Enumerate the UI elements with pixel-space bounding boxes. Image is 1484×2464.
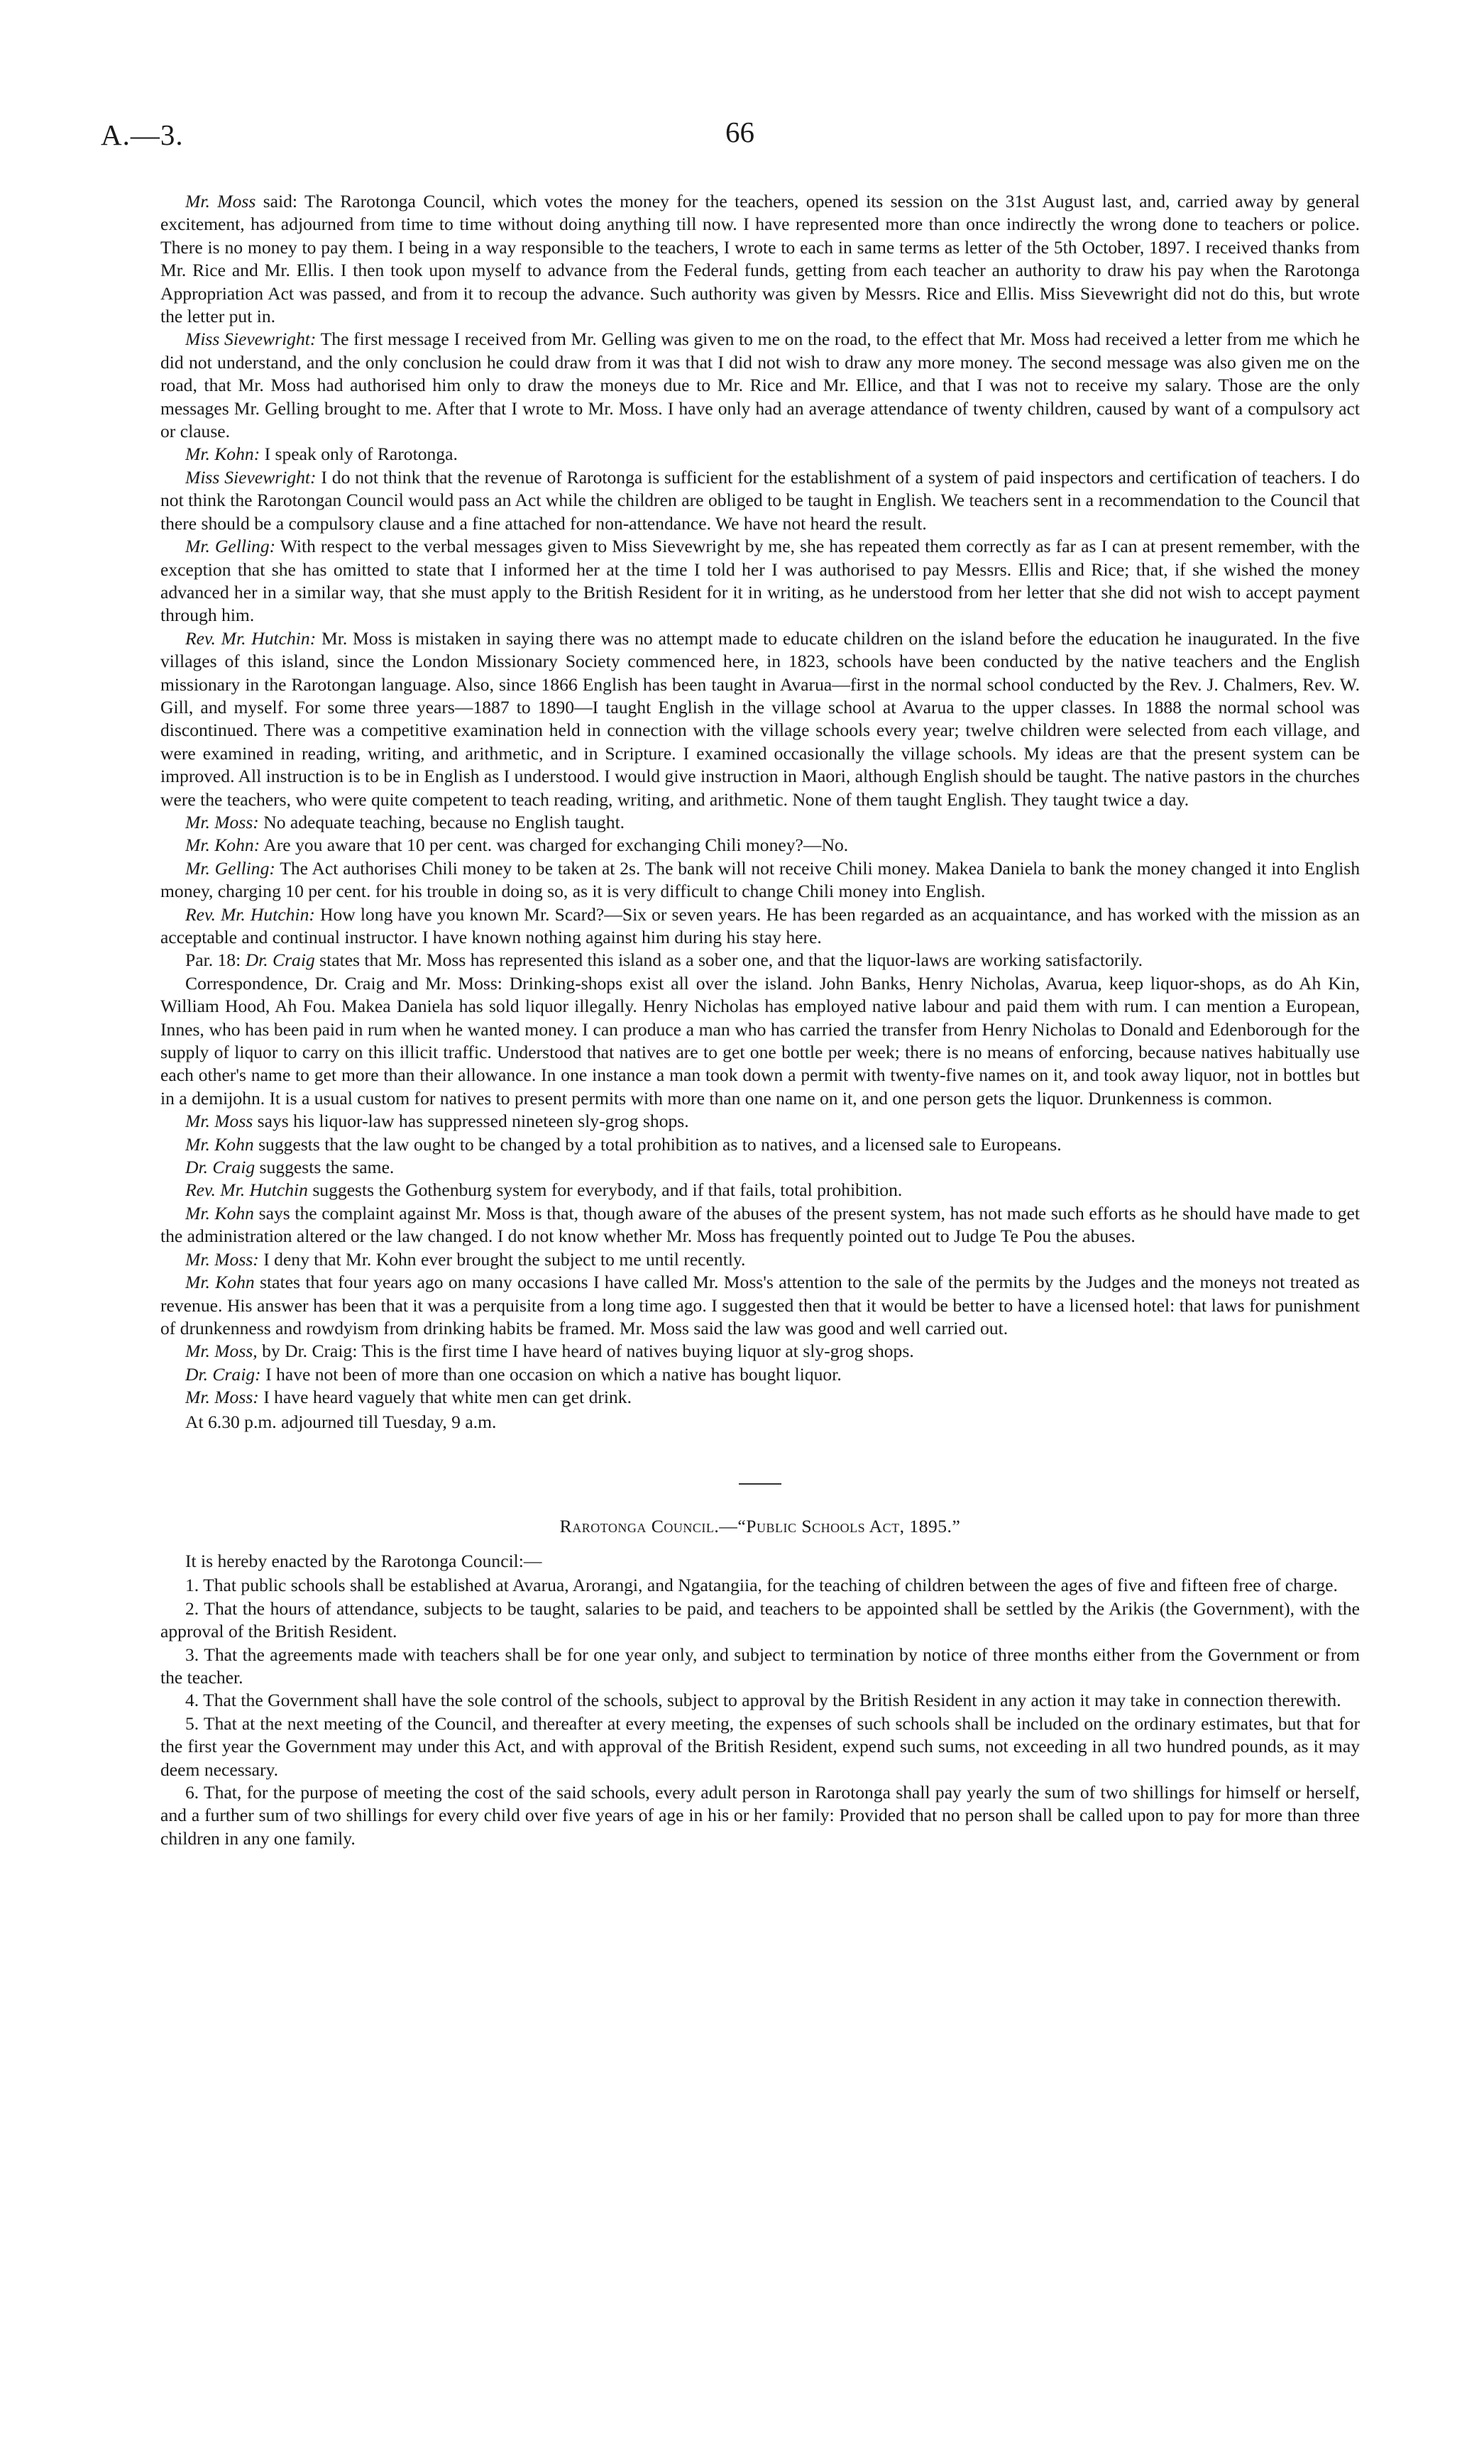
statement-text: Mr. Moss is mistaken in saying there was no attempt made to educate children on the island before the education he inaugurated. In the five villages of this island, since the London Missionary Society commenced here, in 1823, schools have been conducted by the native teachers and the English missionary in the Rarotongan language. Also, since 1866 English has been taught in Avarua—first in the normal school conducted by the Rev. J. Chalmers, Rev. W. Gill, and myself. For some three years—1887 to 1890—I taught English in the village school at Avarua to the upper classes. In 1888 the normal school was discontinued. There was a competitive examination held in connection with the village schools every year; twelve children were selected from each village, and were examined in reading, writing, and arithmetic, and in Scripture. I examined occasionally the village schools. My ideas are that the present system can be improved. All instruction is to be in English as I understood. I would give instruction in Maori, although English should be taught. The native pastors in the churches were the teachers, who were quite competent to teach reading, writing, and arithmetic. None of them taught English. They taught twice a day. bbox=[160, 627, 1360, 810]
minutes-paragraph bbox=[160, 1271, 1360, 1340]
minutes-paragraph bbox=[160, 834, 1360, 857]
speaker-name: Mr. Moss, bbox=[185, 1341, 258, 1362]
minutes-paragraph bbox=[160, 535, 1360, 627]
minutes-paragraph bbox=[160, 627, 1360, 811]
section-divider bbox=[739, 1483, 781, 1485]
minutes-paragraph bbox=[160, 1179, 1360, 1201]
statement-text: suggests the same. bbox=[255, 1157, 395, 1178]
act-clause: 6. That, for the purpose of meeting the cost of the said schools, every adult person in Rarotonga shall pay yearly the sum of two shillings for himself or herself, and a further sum of two shillings for every child over five years of age in his or her family: Provided that no person shall be called upon to pay for more than three children in any one family. bbox=[160, 1782, 1360, 1849]
minutes-paragraph bbox=[160, 328, 1360, 443]
act-clause: 1. That public schools shall be established at Avarua, Arorangi, and Ngatangiia, for the teaching of children between the ages of five and fifteen free of charge. bbox=[185, 1575, 1338, 1596]
statement-text: I do not think that the revenue of Rarotonga is sufficient for the establishment of a system of paid inspectors and certification of teachers. I do not think the Rarotongan Council would pass an Act while the children are obliged to be taught in English. We teachers sent in a recommendation to the Council that there should be a compulsory clause and a fine attached for non-attendance. We have not heard the result. bbox=[160, 466, 1360, 534]
statement-text: states that Mr. Moss has represented this island as a sober one, and that the liquor-laws are working satisfactorily. bbox=[314, 950, 1143, 971]
speaker-name: Mr. Moss: bbox=[185, 1248, 259, 1270]
statement-text: No adequate teaching, because no English taught. bbox=[258, 811, 625, 832]
speaker-name: Mr. Moss bbox=[185, 1111, 253, 1132]
act-clause: 3. That the agreements made with teachers shall be for one year only, and subject to termination by notice of three months either from the Government or from the teacher. bbox=[160, 1644, 1360, 1688]
speaker-name: Mr. Kohn bbox=[185, 1133, 254, 1155]
page-number: 66 bbox=[725, 116, 754, 148]
enacting-formula: It is hereby enacted by the Rarotonga Council:— bbox=[185, 1550, 542, 1571]
speaker-name: Mr. Moss: bbox=[185, 1387, 259, 1408]
minutes-paragraph bbox=[160, 1386, 1360, 1409]
speaker-name: Mr. Moss bbox=[185, 191, 256, 211]
speaker-name: Mr. Kohn: bbox=[185, 444, 260, 465]
speaker-name: Mr. Moss: bbox=[185, 811, 259, 832]
minutes-section bbox=[160, 190, 1360, 1434]
minutes-paragraph bbox=[160, 857, 1360, 903]
statement-text: With respect to the verbal messages given to Miss Sievewright by me, she has repeated them correctly as far as I can at present remember, with the exception that she has omitted to state that I informed her at the time I told her I was authorised to pay Messrs. Ellis and Rice; that, if she wished the money advanced her in a similar way, that she must apply to the British Resident for it in writing, as he understood from her letter that she did not wish to accept payment through him. bbox=[160, 536, 1360, 626]
minutes-paragraph bbox=[160, 1202, 1360, 1248]
minutes-paragraph bbox=[160, 1133, 1360, 1156]
act-clause: 2. That the hours of attendance, subjects to be taught, salaries to be paid, and teachers to be appointed shall be settled by the Arikis (the Government), with the approval of the British Resident. bbox=[160, 1597, 1360, 1642]
paragraph-lead: Par. 18: bbox=[185, 950, 246, 971]
statement-text: suggests the Gothenburg system for everybody, and if that fails, total prohibition. bbox=[307, 1179, 903, 1201]
page-header bbox=[0, 112, 1484, 155]
speaker-name: Dr. Craig: bbox=[185, 1363, 261, 1385]
speaker-name: Rev. Mr. Hutchin: bbox=[185, 627, 317, 649]
minutes-paragraph bbox=[160, 1340, 1360, 1363]
minutes-paragraph bbox=[160, 443, 1360, 466]
minutes-paragraph bbox=[160, 1110, 1360, 1133]
statement-text: states that four years ago on many occasions I have called Mr. Moss's attention to the sale of the permits by the Judges and the moneys not treated as revenue. His answer has been that it was a perquisite from a long time ago. I suggested then that it would be better to have a licensed hotel: that laws for punishment of drunkenness and rowdyism from drinking habits be framed. Mr. Moss said the law was good and well carried out. bbox=[160, 1272, 1360, 1338]
act-clause: 5. That at the next meeting of the Council, and thereafter at every meeting, the expenses of such schools shall be included on the ordinary estimates, but that for the first year the Government may under this Act, and with approval of the British Resident, expend such sums, not exceeding in all two hundred pounds, as it may deem necessary. bbox=[160, 1712, 1360, 1780]
speaker-name: Mr. Gelling: bbox=[185, 857, 275, 879]
speaker-name: Mr. Kohn bbox=[185, 1272, 255, 1293]
speaker-name: Dr. Craig bbox=[185, 1157, 255, 1178]
speaker-name: Miss Sievewright: bbox=[185, 329, 317, 350]
statement-text: I have not been of more than one occasion on which a native has bought liquor. bbox=[260, 1363, 842, 1385]
statement-text: Correspondence, Dr. Craig and Mr. Moss: Drinking-shops exist all over the island. John Banks, Henry Nicholas, Avarua, keep liquor-shops, as do Ah Kin, William Hood, Ah Fou. Makea Daniela has sold liquor illegally. Henry Nicholas has employed native labour and paid them with rum. I can mention a European, Innes, who has been paid in rum when he wanted money. I can produce a man who has carried the transfer from Henry Nicholas to Donald and Edenborough for the supply of liquor to carry on this illicit traffic. Understood that natives are to get one bottle per week; there is no means of enforcing, because natives habitually use each other's name to get more than their allowance. In one instance a man took down a permit with twenty-five names on it, and took away liquor, not in bottles but in a demijohn. It is a usual custom for natives to present permits with more than one name on it, and one person gets the liquor. Drunkenness is common. bbox=[160, 972, 1360, 1109]
statement-text: suggests that the law ought to be changed by a total prohibition as to natives, and a licensed sale to Europeans. bbox=[253, 1133, 1062, 1155]
minutes-paragraph bbox=[160, 1248, 1360, 1271]
minutes-paragraph bbox=[160, 1156, 1360, 1179]
page-content bbox=[160, 190, 1360, 1850]
minutes-paragraph bbox=[160, 1363, 1360, 1386]
statement-text: I have heard vaguely that white men can get drink. bbox=[258, 1387, 632, 1408]
act-title: Rarotonga Council.—“Public Schools Act, 1895.” bbox=[559, 1515, 961, 1536]
document-reference: A.—3. bbox=[101, 119, 184, 151]
speaker-name: Mr. Kohn: bbox=[185, 835, 260, 856]
speaker-name: Miss Sievewright: bbox=[185, 466, 317, 488]
statement-text: by Dr. Craig: This is the first time I have heard of natives buying liquor at sly-grog shops. bbox=[257, 1341, 914, 1362]
minutes-paragraph bbox=[160, 466, 1360, 535]
statement-text: The first message I received from Mr. Gelling was given to me on the road, to the effect that Mr. Moss had received a letter from me which he did not understand, and the only conclusion he could draw from it was that I did not wish to draw any more money. The second message was also given me on the road, that Mr. Moss had authorised him only to draw the moneys due to Mr. Rice and Mr. Ellice, and that I was not to receive my salary. Those are the only messages Mr. Gelling brought to me. After that I wrote to Mr. Moss. I have only had an average attendance of twenty children, caused by want of a compulsory act or clause. bbox=[160, 329, 1360, 442]
speaker-name: Dr. Craig bbox=[245, 950, 315, 971]
speaker-name: Rev. Mr. Hutchin: bbox=[185, 903, 315, 925]
statement-text: said: The Rarotonga Council, which votes the money for the teachers, opened its session on the 31st August last, and, carried away by general excitement, has adjourned from time to time without doing anything till now. I have represented more than once indirectly the wrong done to teachers or police. There is no money to pay them. I being in a way responsible to the teachers, I wrote to each in same terms as letter of the 5th October, 1897. I received thanks from Mr. Rice and Mr. Ellis. I then took upon myself to advance from the Federal funds, getting from each teacher an authority to draw his pay when the Rarotonga Appropriation Act was passed, and from it to recoup the advance. Such authority was given by Messrs. Rice and Ellis. Miss Sievewright did not do this, but wrote the letter put in. bbox=[160, 191, 1360, 327]
minutes-paragraph bbox=[160, 811, 1360, 834]
speaker-name: Mr. Gelling: bbox=[185, 536, 276, 557]
minutes-paragraph bbox=[160, 972, 1360, 1110]
statement-text: The Act authorises Chili money to be taken at 2s. The bank will not receive Chili money. Makea Daniela to bank the money changed it into English money, charging 10 per cent. for his trouble in doing so, as it is very difficult to change Chili money into English. bbox=[160, 857, 1360, 902]
statement-text: says his liquor-law has suppressed nineteen sly-grog shops. bbox=[253, 1111, 689, 1132]
adjournment-note: At 6.30 p.m. adjourned till Tuesday, 9 a.m. bbox=[185, 1411, 497, 1432]
statement-text: says the complaint against Mr. Moss is that, though aware of the abuses of the present system, has not made such efforts as he should have made to get the administration altered or the law changed. I do not know whether Mr. Moss has frequently pointed out to Judge Te Pou the abuses. bbox=[160, 1202, 1360, 1247]
act-clause: 4. That the Government shall have the sole control of the schools, subject to approval by the British Resident in any action it may take in connection therewith. bbox=[185, 1690, 1341, 1711]
minutes-paragraph bbox=[160, 949, 1360, 972]
speaker-name: Rev. Mr. Hutchin bbox=[185, 1179, 308, 1201]
minutes-paragraph bbox=[160, 190, 1360, 328]
statement-text: How long have you known Mr. Scard?—Six or seven years. He has been regarded as an acquaintance, and has worked with the mission as an acceptable and continual instructor. I have known nothing against him during his stay here. bbox=[160, 903, 1361, 947]
statement-text: I speak only of Rarotonga. bbox=[260, 444, 458, 465]
statement-text: I deny that Mr. Kohn ever brought the subject to me until recently. bbox=[258, 1248, 746, 1270]
minutes-paragraph bbox=[160, 903, 1360, 950]
act-section bbox=[160, 1516, 1360, 1850]
speaker-name: Mr. Kohn bbox=[185, 1202, 254, 1223]
statement-text: Are you aware that 10 per cent. was charged for exchanging Chili money?—No. bbox=[260, 835, 849, 856]
